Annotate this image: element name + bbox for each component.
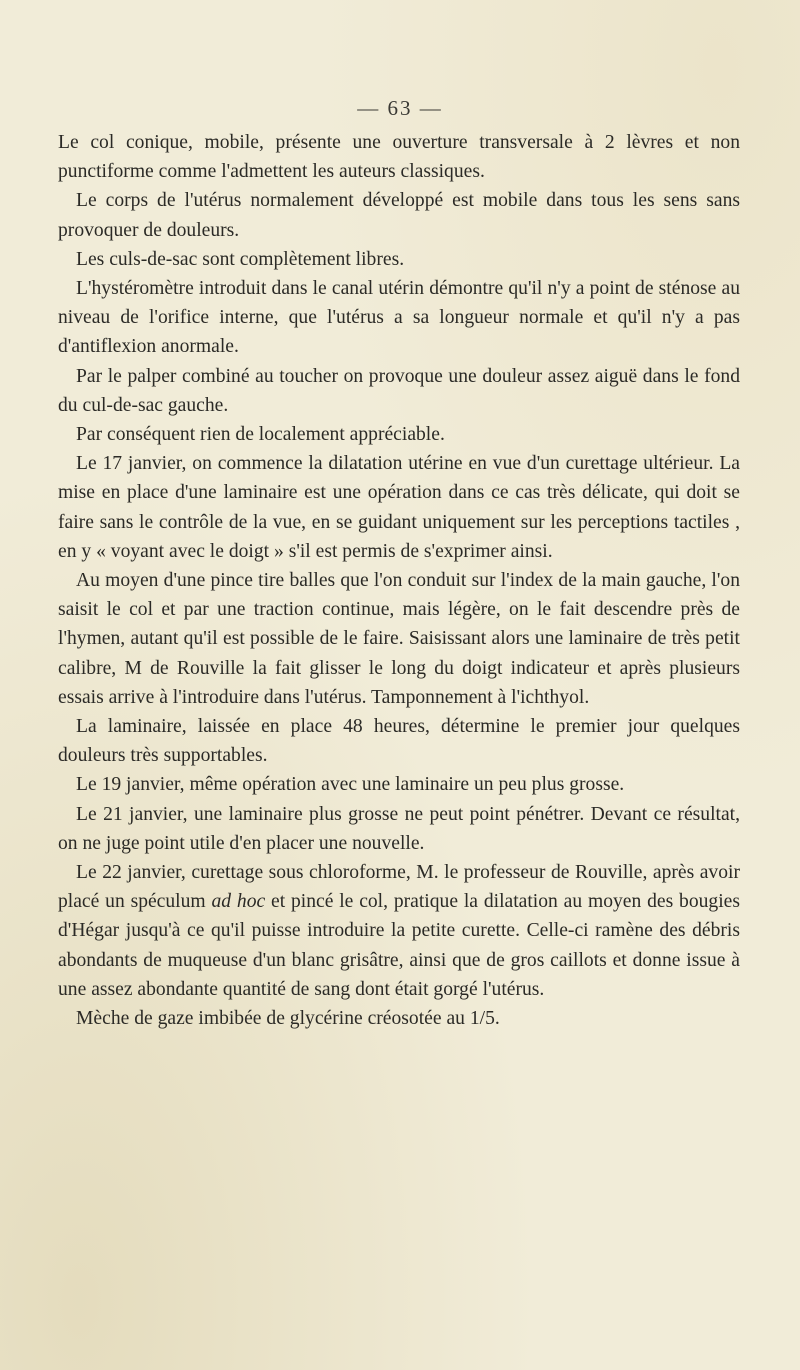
paragraph-laminaire: La laminaire, laissée en place 48 heures, détermine le premier jour quelques douleurs très supportables.: [58, 716, 740, 767]
page-number: — 63 —: [357, 96, 443, 120]
paragraph-culs-de-sac: Les culs-de-sac sont complètement libres.: [76, 248, 405, 270]
paragraph-17-janvier: Le 17 janvier, on commence la dilatation utérine en vue d'un curettage ultérieur. La mise en place d'une laminaire est une opération dans ce cas très délicate, qui doit se faire sans le contrôle de la vue, en se guidant uniquement sur les perceptions tactiles , en y « voyant avec le doigt » s'il est permis de s'exprimer ainsi.: [58, 453, 740, 562]
paragraph-meche: Mèche de gaze imbibée de glycérine créosotée au 1/5.: [76, 1008, 500, 1030]
paragraph-21-janvier: Le 21 janvier, une laminaire plus grosse ne peut point pénétrer. Devant ce résultat, on ne juge point utile d'en placer une nouvelle.: [58, 803, 740, 854]
paragraph-22-end: et pincé le col, pratique la dilatation au moyen des bougies d'Hégar jusqu'à ce qu'il puisse introduire la petite curette. Celle-ci ramène des débris abondants de muqueuse d'un blanc grisâtre, ainsi que de gros caillots et donne issue à une assez abondante quantité de sang dont était gorgé l'utérus.: [58, 891, 740, 1000]
body-text: [58, 128, 740, 1033]
paragraph-22-janvier: [58, 858, 740, 1004]
paragraph-consequent: Par conséquent rien de localement appréciable.: [76, 424, 445, 446]
paragraph-19-janvier: Le 19 janvier, même opération avec une laminaire un peu plus grosse.: [76, 774, 625, 796]
paragraph-pince: Au moyen d'une pince tire balles que l'on conduit sur l'index de la main gauche, l'on saisit le col et par une traction continue, mais légère, on le fait descendre près de l'hymen, autant qu'il est possible de le faire. Saisissant alors une laminaire de très petit calibre, M de Rouville la fait glisser le long du doigt indicateur et après plusieurs essais arrive à l'introduire dans l'utérus. Tamponnement à l'ichthyol.: [58, 570, 740, 708]
paragraph-col-conique: Le col conique, mobile, présente une ouverture transversale à 2 lèvres et non punctiforme comme l'admettent les auteurs classiques.: [58, 132, 740, 183]
paragraph-corps-uterus: Le corps de l'utérus normalement développé est mobile dans tous les sens sans provoquer de douleurs.: [58, 190, 740, 241]
paragraph-22-italic: ad hoc: [211, 891, 266, 913]
paragraph-hysterometre: L'hystéromètre introduit dans le canal utérin démontre qu'il n'y a point de sténose au niveau de l'orifice interne, que l'utérus a sa longueur normale et qu'il n'y a pas d'antiflexion anormale.: [58, 278, 740, 358]
paragraph-22-start: Le 22 janvier, curettage sous chloroforme, M. le professeur de Rouville, après avoir placé un spéculum: [58, 862, 740, 913]
paragraph-palper: Par le palper combiné au toucher on provoque une douleur assez aiguë dans le fond du cul-de-sac gauche.: [58, 365, 740, 416]
